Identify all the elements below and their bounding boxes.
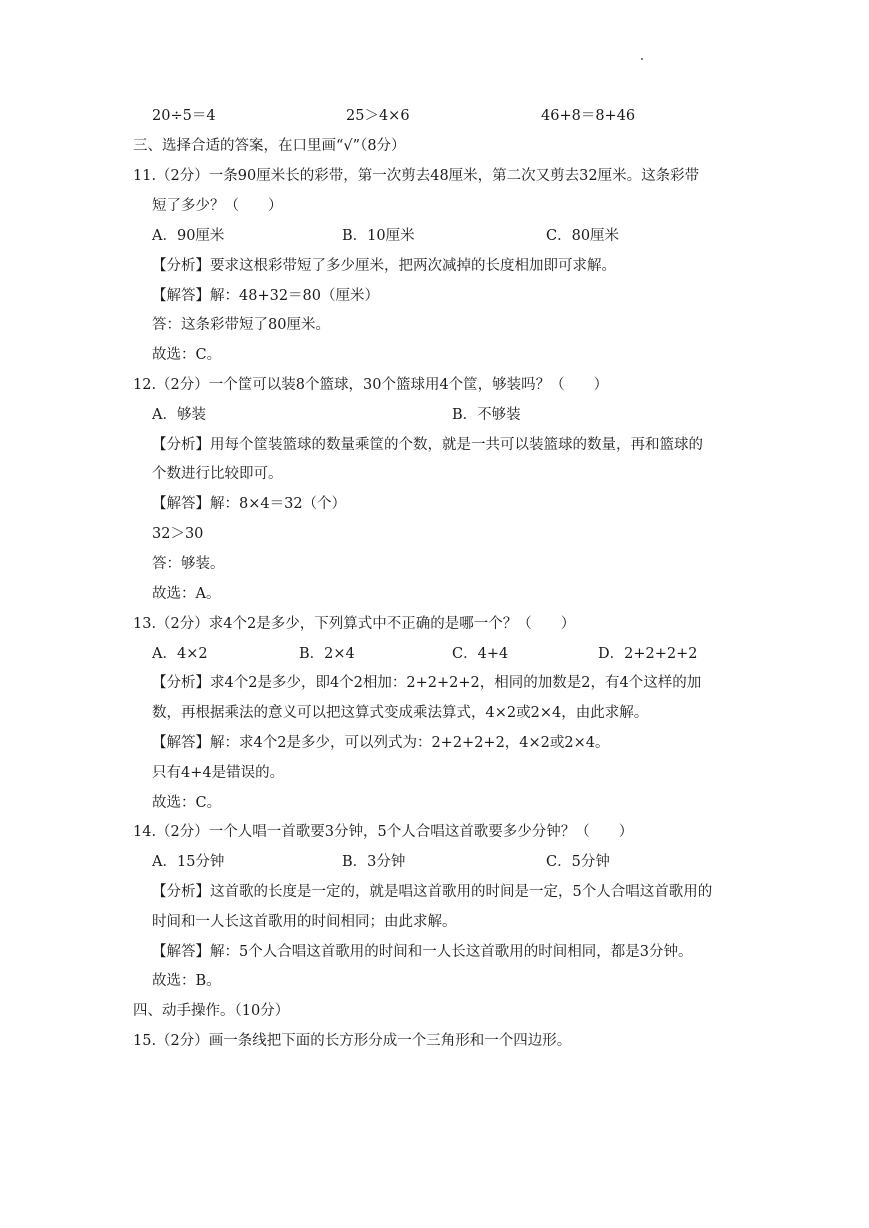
q11-analysis: 【分析】要求这根彩带短了多少厘米，把两次减掉的长度相加即可求解。 — [152, 258, 616, 274]
top-equation-1: 20÷5＝4 — [152, 108, 216, 124]
q11-answer-line1: 【解答】解：48+32＝80（厘米） — [152, 288, 380, 304]
q11-option-c: C．80厘米 — [546, 228, 620, 244]
q13-answer-line1: 【解答】解：求4个2是多少，可以列式为：2+2+2+2，4×2或2×4。 — [152, 735, 610, 751]
q11-choice: 故选：C。 — [152, 347, 222, 363]
q12-choice: 故选：A。 — [152, 586, 221, 602]
q12-answer-line1: 【解答】解：8×4＝32（个） — [152, 496, 347, 512]
q12-analysis-line2: 个数进行比较即可。 — [152, 466, 283, 482]
q14-analysis-line2: 时间和一人长这首歌用的时间相同；由此求解。 — [152, 914, 457, 930]
q14-answer-line1: 【解答】解：5个人合唱这首歌用的时间和一人长这首歌用的时间相同，都是3分钟。 — [152, 944, 693, 960]
q12-answer-line2: 32＞30 — [152, 526, 204, 542]
q14-option-a: A．15分钟 — [152, 854, 225, 870]
q15-stem: 15.（2分）画一条线把下面的长方形分成一个三角形和一个四边形。 — [133, 1033, 572, 1049]
top-equation-3: 46+8＝8+46 — [541, 108, 636, 124]
top-equation-2: 25＞4×6 — [346, 108, 410, 124]
q12-answer-line3: 答：够装。 — [152, 556, 225, 572]
page-dot — [641, 58, 643, 60]
q12-option-b: B．不够装 — [452, 407, 521, 423]
q14-analysis-line1: 【分析】这首歌的长度是一定的，就是唱这首歌用的时间是一定，5个人合唱这首歌用的 — [152, 884, 713, 900]
q12-analysis-line1: 【分析】用每个筐装篮球的数量乘筐的个数，就是一共可以装篮球的数量，再和篮球的 — [152, 437, 703, 453]
section-4-title: 四、动手操作。（10分） — [133, 1003, 290, 1019]
section-3-title: 三、选择合适的答案，在口里画“√”（8分） — [133, 138, 406, 154]
q14-stem: 14.（2分）一个人唱一首歌要3分钟，5个人合唱这首歌要多少分钟？（ ） — [133, 824, 634, 840]
q11-stem-line1: 11.（2分）一条90厘米长的彩带，第一次剪去48厘米，第二次又剪去32厘米。这条彩带 — [133, 168, 700, 184]
q14-option-c: C．5分钟 — [546, 854, 610, 870]
q13-choice: 故选：C。 — [152, 795, 222, 811]
q13-stem: 13.（2分）求4个2是多少，下列算式中不正确的是哪一个？（ ） — [133, 616, 576, 632]
q12-stem: 12.（2分）一个筐可以装8个篮球，30个篮球用4个筐，够装吗？（ ） — [133, 377, 609, 393]
q11-option-a: A．90厘米 — [152, 228, 225, 244]
q13-analysis-line1: 【分析】求4个2是多少，即4个2相加：2+2+2+2，相同的加数是2，有4个这样的加 — [152, 675, 702, 691]
q11-option-b: B．10厘米 — [342, 228, 415, 244]
q13-analysis-line2: 数，再根据乘法的意义可以把这算式变成乘法算式，4×2或2×4，由此求解。 — [152, 705, 649, 721]
q13-option-a: A．4×2 — [152, 646, 208, 662]
q13-answer-line2: 只有4+4是错误的。 — [152, 765, 285, 781]
q13-option-c: C．4+4 — [452, 646, 509, 662]
q11-answer-line2: 答：这条彩带短了80厘米。 — [152, 317, 330, 333]
q13-option-d: D．2+2+2+2 — [598, 646, 698, 662]
q11-stem-line2: 短了多少？（ ） — [152, 198, 283, 214]
q14-choice: 故选：B。 — [152, 973, 221, 989]
q14-option-b: B．3分钟 — [342, 854, 406, 870]
q13-option-b: B．2×4 — [299, 646, 355, 662]
q12-option-a: A．够装 — [152, 407, 206, 423]
